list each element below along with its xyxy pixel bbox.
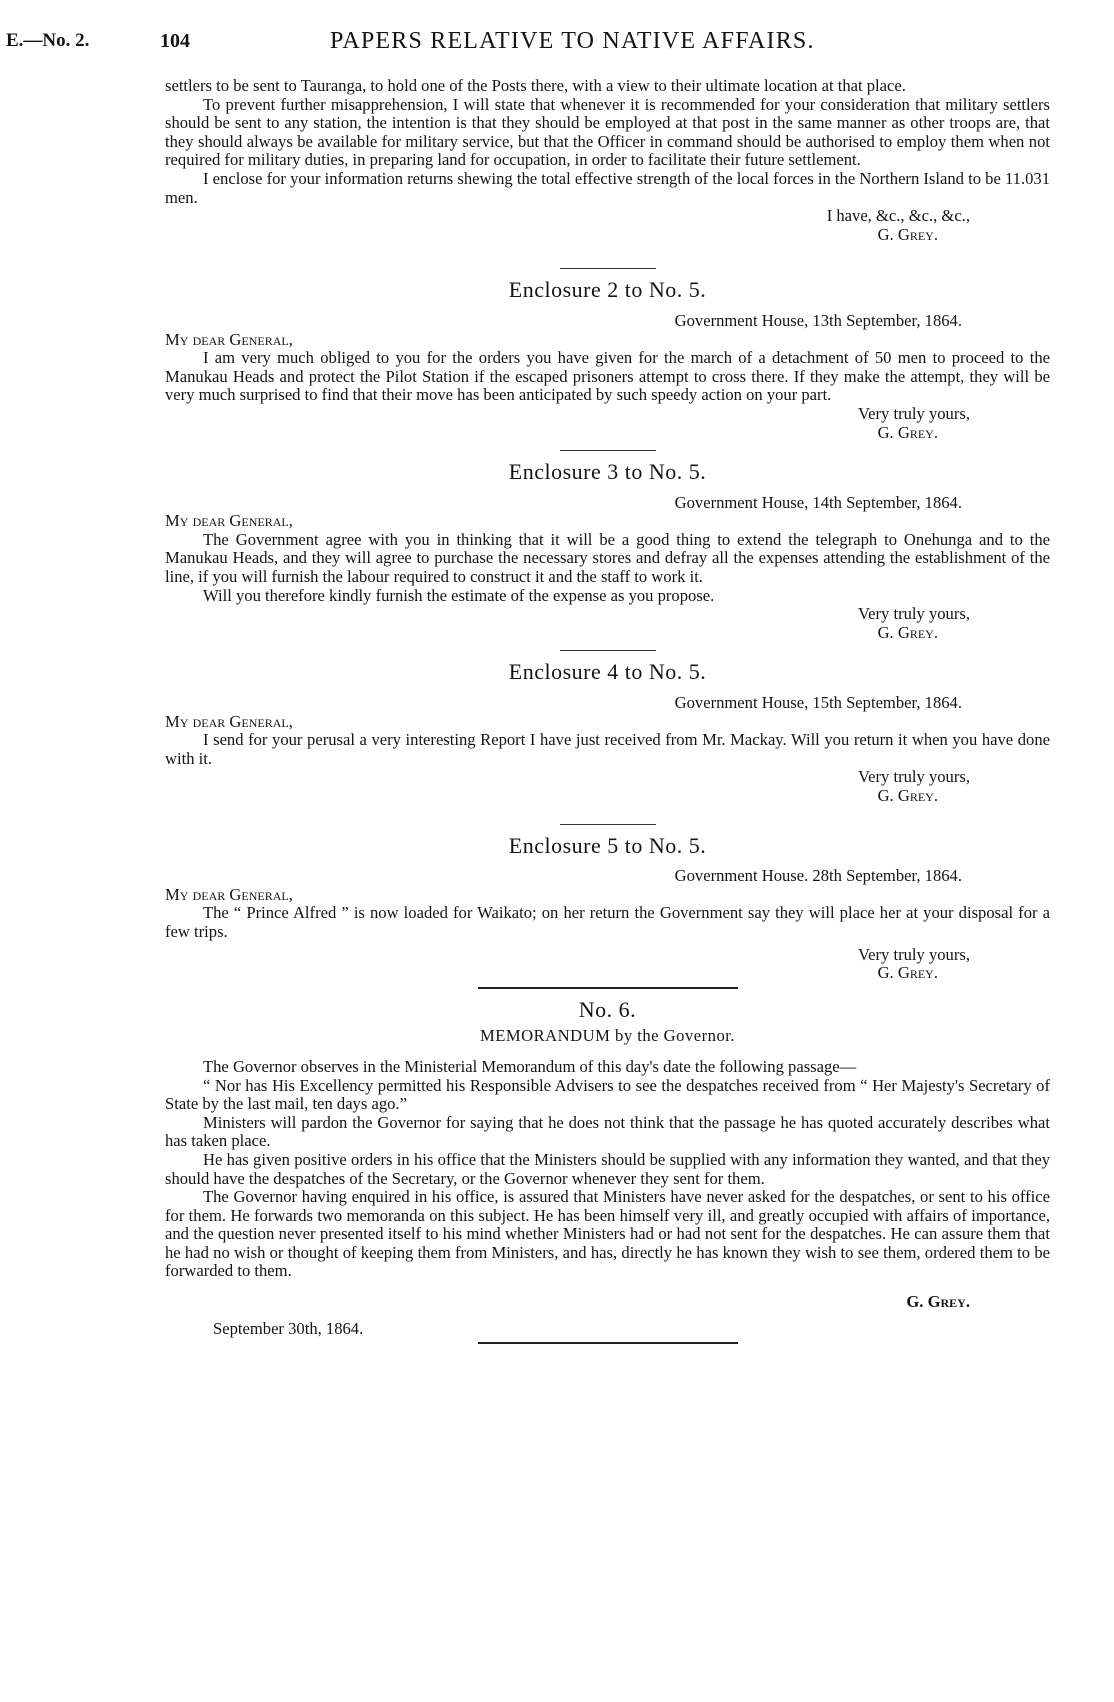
paragraph: I send for your perusal a very interesting Report I have just received from Mr. Mackay. Will you return it when you have done with it. [165, 730, 1050, 768]
letter-salutation: My dear General, [165, 329, 293, 349]
enclosure-title: Enclosure 5 to No. 5. [508, 832, 707, 858]
letter-salutation: My dear General, [165, 511, 293, 531]
paragraph: The Government agree with you in thinking that it will be a good thing to extend the telegraph to Onehunga and to the Manukau Heads, and they will agree to purchase the necessary stores and defray all the expenses attending the establishment of the line, if you will furnish the labour required to construct it and the staff to work it. [165, 529, 1050, 587]
paragraph: Will you therefore kindly furnish the estimate of the expense as you propose. [203, 585, 715, 605]
paragraph: Ministers will pardon the Governor for saying that he does not think that the passage he has quoted accurately describes what has taken place. [165, 1112, 1050, 1151]
letter-signature: G. Grey. [877, 422, 938, 442]
section-title: No. 6. [578, 996, 637, 1022]
paragraph: I enclose for your information returns shewing the total effective strength of the local forces in the Northern Island to be 11.031 men. [165, 168, 1050, 207]
letter-date: Government House, 14th September, 1864. [674, 492, 962, 512]
paragraph: The Governor having enquired in his office, is assured that Ministers have never asked for the despatches, or sent to his office for them. He forwards two memoranda on this subject. He has been himself very ill, and greatly occupied with affairs of importance, and the question never presented itself to his mind whether Ministers had or had not sent for the despatches. He can assure them that he had no wish or thought of keeping them from Ministers, and has, directly he has known they wish to see them, ordered them to be forwarded to them. [165, 1187, 1050, 1281]
enclosure-title: Enclosure 2 to No. 5. [508, 277, 707, 303]
letter-date: Government House, 15th September, 1864. [674, 693, 962, 713]
enclosure-5 [165, 832, 1050, 983]
enclosure-3 [165, 459, 1050, 642]
end-divider [478, 1342, 738, 1344]
paragraph: To prevent further misapprehension, I will state that whenever it is recommended for your consideration that military settlers should be sent to any station, the intention is that they should be employed at that post in the same manner as other troops are, that they should always be available for military service, but that the Officer in command should be authorised to employ them when not required for military duties, in preparing land for occupation, in order to facilitate their future settlement. [165, 94, 1050, 170]
paragraph: I am very much obliged to you for the orders you have given for the march of a detachment of 50 men to proceed to the Manukau Heads and protect the Pilot Station if the escaped prisoners attempt to cross there. If they make the attempt, they will be very much surprised to find that their move has been anticipated by such speedy action on your part. [165, 348, 1050, 405]
enclosure-4 [165, 659, 1050, 805]
letter-closing: Very truly yours, [858, 944, 970, 964]
enclosure-title: Enclosure 3 to No. 5. [508, 459, 707, 485]
paragraph: settlers to be sent to Tauranga, to hold one of the Posts there, with a view to their ultimate location at that place. [165, 76, 906, 95]
letter-signature: G. Grey. [877, 786, 938, 805]
quoted-passage: “ Nor has His Excellency permitted his Responsible Advisers to see the despatches received from “ Her Majesty's Secretary of State by the last mail, ten days ago.” [165, 1075, 1050, 1114]
running-title: PAPERS RELATIVE TO NATIVE AFFAIRS. [330, 28, 815, 54]
letter-date: Government House. 28th September, 1864. [674, 866, 962, 886]
letter-signature: G. Grey. [877, 963, 938, 983]
letter-closing: Very truly yours, [858, 604, 970, 624]
opening-letter [165, 77, 1050, 244]
page-content [165, 77, 1050, 1344]
letter-salutation: My dear General, [165, 711, 293, 731]
paragraph: The Governor observes in the Ministerial Memorandum of this day's date the following passage— [203, 1056, 857, 1076]
enclosure-2 [165, 277, 1050, 442]
paragraph: The “ Prince Alfred ” is now loaded for Waikato; on her return the Government say they will place her at your disposal for a few trips. [165, 903, 1050, 941]
letter-date: Government House, 13th September, 1864. [674, 310, 962, 330]
letter-closing: Very truly yours, [858, 403, 970, 423]
page-header [0, 26, 1114, 60]
letter-closing: I have, &c., &c., &c., [826, 206, 970, 226]
paragraph: He has given positive orders in his office that the Ministers should be supplied with any information they wanted, and that they should have the despatches of the Secretary, or the Governor whenever they sent for them. [165, 1149, 1050, 1188]
memorandum-date: September 30th, 1864. [213, 1318, 364, 1338]
letter-signature: G. Grey. [877, 622, 938, 642]
document-reference: E.—No. 2. [6, 30, 90, 51]
enclosure-title: Enclosure 4 to No. 5. [508, 659, 707, 685]
memorandum-signature: G. Grey. [906, 1292, 970, 1312]
page-number: 104 [160, 30, 190, 52]
no-6-memorandum [165, 996, 1050, 1339]
letter-closing: Very truly yours, [858, 767, 970, 787]
letter-signature: G. Grey. [877, 224, 938, 244]
memorandum-title: MEMORANDUM by the Governor. [479, 1026, 736, 1046]
letter-salutation: My dear General, [165, 884, 293, 904]
